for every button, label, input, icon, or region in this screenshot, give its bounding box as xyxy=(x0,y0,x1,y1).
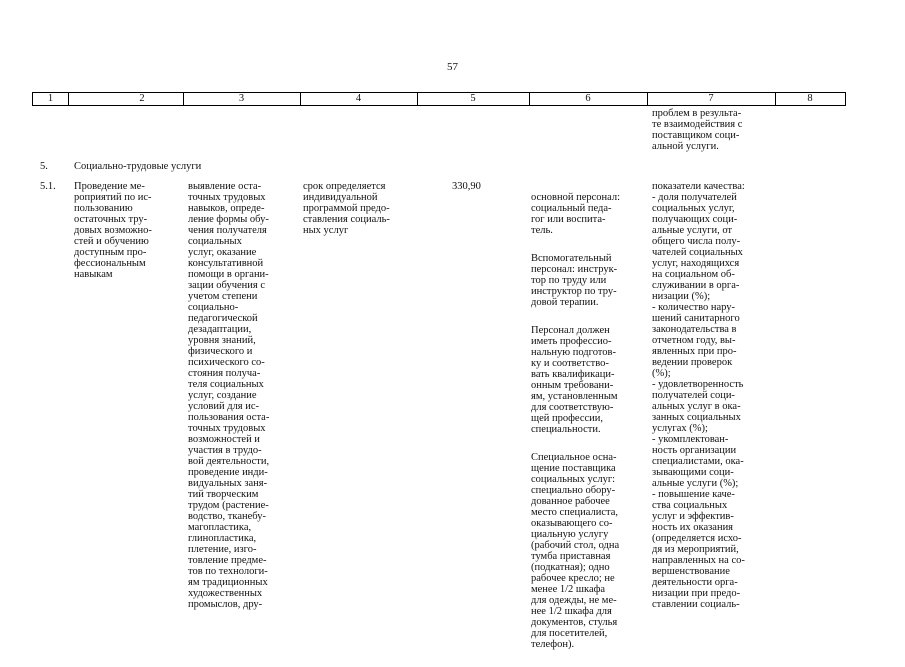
header-cell-3: 3 xyxy=(238,93,245,104)
section-title: Социально-трудовые услуги xyxy=(74,161,202,172)
header-cell-4: 4 xyxy=(355,93,362,104)
conditions-paragraph: Вспомогательный персонал: инструк- тор по труду или инструктор по тру- довой терапии. xyxy=(531,253,618,308)
service-name: Проведение ме- роприятий по ис- пользованию остаточных тру- довых возможно- стей и обучению доступным про- фессиональным навыкам xyxy=(74,181,152,280)
conditions-paragraph: основной персонал: социальный педа- гог или воспита- тель. xyxy=(531,192,621,236)
conditions-paragraph: Персонал должен иметь профессио- нальную подготов- ку и соответство- вать квалификаци- онным требовани- ям, установленным для соответствую- щей профессии, специальности. xyxy=(531,325,618,435)
header-cell-8: 8 xyxy=(807,93,813,104)
continuation-text: проблем в результа- те взаимодействия с поставщиком соци- альной услуги. xyxy=(652,108,743,152)
header-cell-6: 6 xyxy=(585,93,591,104)
header-cell-1: 1 xyxy=(47,93,54,104)
service-term: срок определяется индивидуальной программой предо- ставления социаль- ных услуг xyxy=(303,181,390,236)
service-description: выявление оста- точных трудовых навыков, опреде- ление формы обу- чения получателя социальных услуг, оказание консультативной помощи в органи- зации обучения с учетом степени социально- педагогической дезадаптации, уровня знаний, физического и психического со- стояния получа- теля социальных услуг, создание условий для ис- пользования оста- точных трудовых возможностей и участия в трудо- вой деятельности, проведение инди- видуальных заня- тий творческим трудом (растение- водство, тканебу- магопластика, глинопластика, плетение, изго- товление предме- тов по технологи- ям традиционных художественных промыслов, дру- xyxy=(188,181,270,610)
header-cell-5: 5 xyxy=(470,93,476,104)
service-conditions xyxy=(531,181,647,667)
quality-indicators: показатели качества: - доля получателей социальных услуг, получающих соци- альные услуги, от общего числа полу- чателей социальных услуг, находящихся на социальном об- служивании в орга- низации (%); - количество нару- шений санитарного законодательства в отчетном году, вы- явленных при про- ведении проверок (%); - удовлетворенность получателей соци- альных услуг в ока- занных социальных услугах (%); - укомплектован- ность организации специалистами, ока- зывающими соци- альные услуги (%); - повышение каче- ства социальных услуг и эффектив- ность их оказания (определяется исхо- дя из мероприятий, направленных на со- вершенствование деятельности орга- низации при предо- ставлении социаль- xyxy=(652,181,745,610)
page-number: 57 xyxy=(447,61,458,73)
header-cell-2: 2 xyxy=(139,93,145,104)
service-tariff: 330,90 xyxy=(452,181,481,192)
conditions-paragraph: Специальное осна- щение поставщика социальных услуг: специально обору- дованное рабочее место специалиста, оказывающего со- циальную услугу (рабочий стол, одна тумба приставная (подкатная); одно рабочее кресло; не менее 1/2 шкафа для одежды, не ме- нее 1/2 шкафа для документов, стулья для посетителей, телефон). xyxy=(531,452,620,650)
row-number: 5.1. xyxy=(40,181,56,192)
section-number: 5. xyxy=(40,161,48,172)
header-cell-7: 7 xyxy=(708,93,714,104)
table-header-row xyxy=(32,92,846,106)
